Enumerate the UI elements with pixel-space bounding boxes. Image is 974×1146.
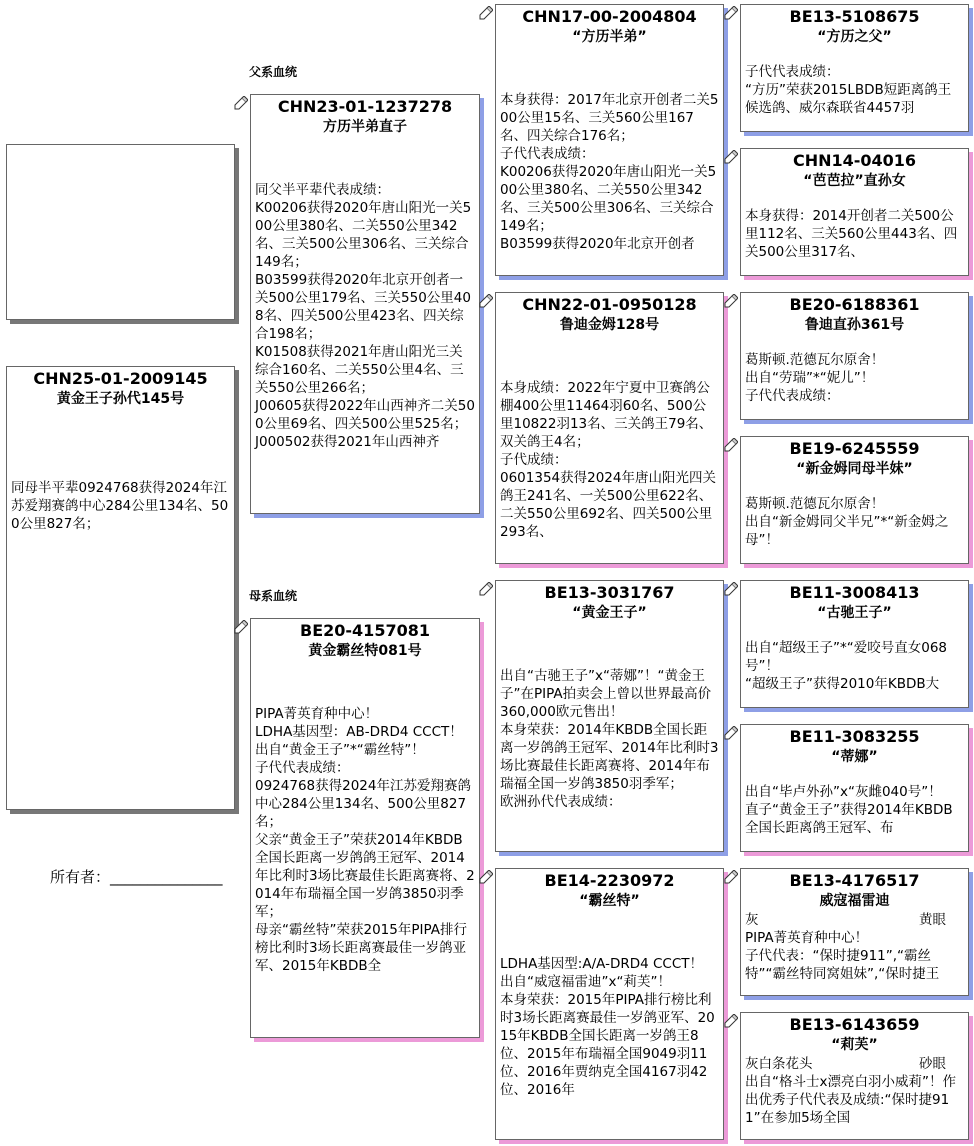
pigeon-name: 鲁迪直孙361号 [804, 317, 905, 333]
edit-pencil-icon[interactable] [724, 6, 738, 20]
dsd-card[interactable] [740, 724, 969, 852]
edit-pencil-icon[interactable] [479, 870, 493, 884]
edit-pencil-icon[interactable] [724, 1014, 738, 1028]
pigeon-notes: 本身获得：2017年北京开创者二关500公里15名、三关560公里167名、四关综合176名； 子代代表成绩： K00206获得2020年唐山阳光一关500公里380名、二关550公里342名、三关500公里306名、三关综合149名； B03599获得2020年北京开创者 [500, 92, 719, 252]
dss-card[interactable] [740, 580, 969, 708]
owner-blank: _______________ [110, 868, 223, 886]
pigeon-name: 鲁迪金姆128号 [559, 317, 660, 333]
eye-type: 黄眼 [919, 912, 946, 928]
edit-pencil-icon[interactable] [724, 150, 738, 164]
dam-card[interactable] [250, 618, 480, 1038]
pigeon-name: “莉芙” [831, 1037, 878, 1053]
edit-pencil-icon[interactable] [234, 96, 248, 110]
pigeon-name: 黄金霸丝特081号 [308, 643, 422, 659]
edit-pencil-icon[interactable] [724, 870, 738, 884]
ssd-card[interactable] [740, 148, 969, 276]
ddd-card[interactable] [740, 1012, 969, 1140]
paternal-label: 父系血统 [249, 65, 298, 79]
color-eye-row [741, 1055, 968, 1073]
owner-field[interactable] [50, 866, 223, 887]
edit-pencil-icon[interactable] [479, 294, 493, 308]
pigeon-notes: 子代代表成绩： “方历”荣获2015LBDB短距离鸽王候选鸽、威尔森联省4457羽 [745, 64, 952, 116]
dds-card[interactable] [740, 868, 969, 996]
pigeon-notes: PIPA菁英育种中心！ 子代代表：“保时捷911”,“霸丝特”“霸丝特同窝姐妹”,“保时捷王 [745, 930, 940, 982]
pigeon-name: “方历之父” [817, 29, 892, 45]
ring-number: CHN17-00-2004804 [522, 7, 697, 26]
sire-card[interactable] [250, 94, 480, 514]
ring-number: BE13-3031767 [544, 583, 675, 602]
edit-pencil-icon[interactable] [724, 294, 738, 308]
edit-pencil-icon[interactable] [724, 582, 738, 596]
edit-pencil-icon[interactable] [479, 6, 493, 20]
ring-number: BE13-6143659 [789, 1015, 920, 1034]
pigeon-notes: 本身成绩：2022年宁夏中卫赛鸽公棚400公里11464羽60名、500公里10822羽13名、三关鸽王79名、双关鸽王4名； 子代成绩： 0601354获得2024年唐山阳光四关鸽王241名、一关500公里622名、二关550公里692名、四关500公里293名、 [500, 380, 716, 540]
pigeon-notes: 出自“毕卢外孙”x“灰雌040号”！ 直子“黄金王子”获得2014年KBDB全国长距离鸽王冠军、布 [745, 784, 953, 836]
pigeon-name: “黄金王子” [572, 605, 647, 621]
sire-dam-card[interactable] [495, 292, 724, 564]
pigeon-notes: 本身获得：2014开创者二关500公里112名、三关560公里443名、四关500公里317名、 [745, 208, 958, 260]
photo-frame [6, 144, 235, 320]
edit-pencil-icon[interactable] [479, 582, 493, 596]
pigeon-name: “芭芭拉”直孙女 [803, 173, 906, 189]
pigeon-name: “新金姆同母半妹” [796, 461, 913, 477]
pigeon-notes: 出自“格斗士x漂亮白羽小威莉”！作出优秀子代代表及成绩:“保时捷911”在参加5场全国 [745, 1074, 956, 1126]
feather-color: 灰白条花头 [745, 1056, 813, 1072]
subject-card[interactable] [6, 366, 235, 810]
ring-number: BE20-4157081 [300, 621, 430, 640]
feather-color: 灰 [745, 912, 759, 928]
pigeon-name: “蒂娜” [831, 749, 878, 765]
pigeon-name: 方历半弟直子 [323, 119, 407, 135]
ring-number: CHN23-01-1237278 [277, 97, 453, 116]
pigeon-name: “方历半弟” [572, 29, 647, 45]
ring-number: BE20-6188361 [789, 295, 920, 314]
sds-card[interactable] [740, 292, 969, 420]
ring-number: BE11-3083255 [789, 727, 920, 746]
sdd-card[interactable] [740, 436, 969, 564]
pigeon-notes: 出自“古驰王子”x“蒂娜”！“黄金王子”在PIPA拍卖会上曾以世界最高价360,000欧元售出！ 本身荣获：2014年KBDB全国长距离一岁鸽鸽王冠军、2014年比利时3场比赛最佳长距离赛将、2014年布瑞福全国一岁鸽3850羽季军； 欧洲孙代代表成绩： [500, 668, 719, 810]
pigeon-notes: 葛斯顿.范德瓦尔原舍！ 出自“劳瑞”*“妮儿”！ 子代代表成绩： [745, 352, 885, 404]
pigeon-notes: 葛斯顿.范德瓦尔原舍！ 出自“新金姆同父半兄”*“新金姆之母”！ [745, 496, 949, 548]
color-eye-row [741, 911, 968, 929]
ring-number: BE11-3008413 [789, 583, 920, 602]
eye-type: 砂眼 [919, 1056, 946, 1072]
edit-pencil-icon[interactable] [724, 438, 738, 452]
dam-sire-card[interactable] [495, 580, 724, 852]
maternal-label: 母系血统 [249, 589, 298, 603]
ring-number: CHN22-01-0950128 [522, 295, 697, 314]
ring-number: CHN14-04016 [792, 151, 917, 170]
edit-pencil-icon[interactable] [234, 620, 248, 634]
pigeon-notes: 同父半平辈代表成绩： K00206获得2020年唐山阳光一关500公里380名、二关550公里342名、三关500公里306名、三关综合149名； B03599获得2020年北京开创者一关500公里179名、三关550公里408名、四关500公里423名、四关综合198名； K01508获得2021年唐山阳光三关综合160名、二关550公里4名、三关550公里266名； J00605获得2022年山西神齐二关500公里69名、四关500公里525名； J000502获得2021年山西神齐 [255, 182, 475, 450]
ring-number: BE19-6245559 [789, 439, 920, 458]
edit-pencil-icon[interactable] [724, 726, 738, 740]
dam-dam-card[interactable] [495, 868, 724, 1140]
pigeon-notes: LDHA基因型:A/A-DRD4 CCCT！ 出自“威寇福雷迪”x“莉芙”！ 本身荣获：2015年PIPA排行榜比利时3场长距离赛最佳一岁鸽亚军、2015年KBDB全国长距离一岁鸽王8位、2015年布瑞福全国9049羽11位、2016年贾纳克全国4167羽42位、2016年 [500, 956, 715, 1098]
ring-number: BE13-5108675 [789, 7, 920, 26]
ring-number: BE13-4176517 [789, 871, 920, 890]
ring-number: BE14-2230972 [544, 871, 675, 890]
pigeon-notes: 同母半平辈0924768获得2024年江苏爱翔赛鸽中心284公里134名、500公里827名； [11, 480, 229, 532]
pigeon-name: 黄金王子孙代145号 [56, 391, 185, 407]
sss-card[interactable] [740, 4, 969, 132]
pigeon-notes: PIPA菁英育种中心！ LDHA基因型：AB-DRD4 CCCT！出自“黄金王子”*“霸丝特”！ 子代代表成绩： 0924768获得2024年江苏爱翔赛鸽中心284公里134名、500公里827名； 父亲“黄金王子”荣获2014年KBDB全国长距离一岁鸽鸽王冠军、2014年比利时3场比赛最佳长距离赛将、2014年布瑞福全国一岁鸽3850羽季军； 母亲“霸丝特”荣获2015年PIPA排行榜比利时3场长距离赛最佳一岁鸽亚军、2015年KBDB全 [255, 706, 475, 974]
pigeon-name: “霸丝特” [579, 893, 640, 909]
pigeon-name: “古驰王子” [817, 605, 892, 621]
owner-label: 所有者： [50, 868, 111, 886]
ring-number: CHN25-01-2009145 [33, 369, 208, 388]
sire-sire-card[interactable] [495, 4, 724, 276]
pigeon-name: 威寇福雷迪 [819, 893, 890, 909]
pigeon-notes: 出自“超级王子”*“爱咬号直女068号”！ “超级王子”获得2010年KBDB大 [745, 640, 947, 692]
